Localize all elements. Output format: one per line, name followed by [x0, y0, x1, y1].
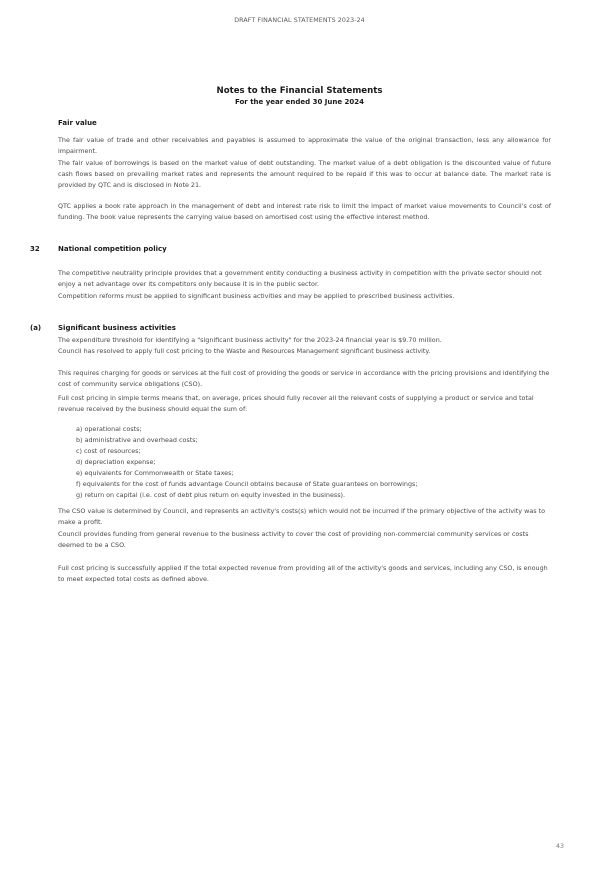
subsection-a-paragraph-1: The expenditure threshold for identifying a "significant business activity" for the 2023-24 financial year is $9.70 million. [58, 336, 442, 344]
subsection-a-paragraph-2: Council has resolved to apply full cost pricing to the Waste and Resources Management significant business activity. [58, 347, 431, 355]
fair-value-paragraph-2: The fair value of borrowings is based on the market value of debt outstanding. The market value of a debt obligation is the discounted value of future cash flows based on prevailing market rates and represents the amount required to be repaid if this was to occur at balance date. The market rate is provided by QTC and is disclosed in Note 21. [58, 159, 551, 189]
page-title: Notes to the Financial Statements [216, 86, 383, 96]
subsection-a-paragraph-7: Full cost pricing is successfully applied if the total expected revenue from providing all of the activity's goods and services, including any CSO, is enough to meet expected total costs as defined above. [58, 564, 548, 583]
section-32-paragraph-1: The competitive neutrality principle provides that a government entity conducting a business activity in competition with the private sector should not enjoy a net advantage over its competitors only because it is in the public sector. [58, 269, 542, 288]
page-subtitle: For the year ended 30 June 2024 [235, 98, 364, 106]
subsection-a-paragraph-6: Council provides funding from general revenue to the business activity to cover the cost of providing non-commercial community services or costs deemed to be a CSO. [58, 530, 529, 549]
fair-value-paragraph-1: The fair value of trade and other receivables and payables is assumed to approximate the value of the original transaction, less any allowance for impairment. [58, 136, 551, 155]
list-item: c) cost of resources; [76, 447, 141, 455]
fair-value-heading: Fair value [58, 119, 97, 127]
subsection-a-paragraph-4: Full cost pricing in simple terms means that, on average, prices should fully recover all the relevant costs of supplying a product or service and total revenue received by the business should equal the sum of: [58, 394, 534, 413]
subsection-a-paragraph-5: The CSO value is determined by Council, and represents an activity's costs(s) which would not be incurred if the primary objective of the activity was to make a profit. [58, 507, 546, 526]
fair-value-paragraph-3: QTC applies a book rate approach in the management of debt and interest rate risk to limit the impact of market value movements to Council's cost of funding. The book value represents the carrying value based on amortised cost using the effective interest method. [58, 202, 551, 221]
cost-components-list [76, 424, 546, 501]
list-item: d) depreciation expense; [76, 458, 156, 466]
section-32-heading-row [0, 245, 599, 257]
list-item: f) equivalents for the cost of funds advantage Council obtains because of State guarantees on borrowings; [76, 480, 418, 488]
document-header: DRAFT FINANCIAL STATEMENTS 2023-24 [234, 17, 365, 24]
list-item: g) return on capital (i.e. cost of debt plus return on equity invested in the business). [76, 491, 346, 499]
list-item: a) operational costs; [76, 425, 142, 433]
list-item: e) equivalents for Commonwealth or State taxes; [76, 469, 234, 477]
section-32-paragraph-2: Competition reforms must be applied to significant business activities and may be applied to prescribed business activities. [58, 292, 455, 300]
section-heading: National competition policy [58, 245, 167, 253]
subsection-a-paragraph-3: This requires charging for goods or services at the full cost of providing the goods or service in accordance with the pricing provisions and identifying the cost of community service obligations (CSO). [58, 369, 550, 388]
subsection-label: (a) [30, 324, 42, 332]
list-item: b) administrative and overhead costs; [76, 436, 198, 444]
subsection-heading: Significant business activities [58, 324, 176, 332]
section-number: 32 [30, 245, 40, 253]
page-number: 43 [556, 843, 565, 850]
